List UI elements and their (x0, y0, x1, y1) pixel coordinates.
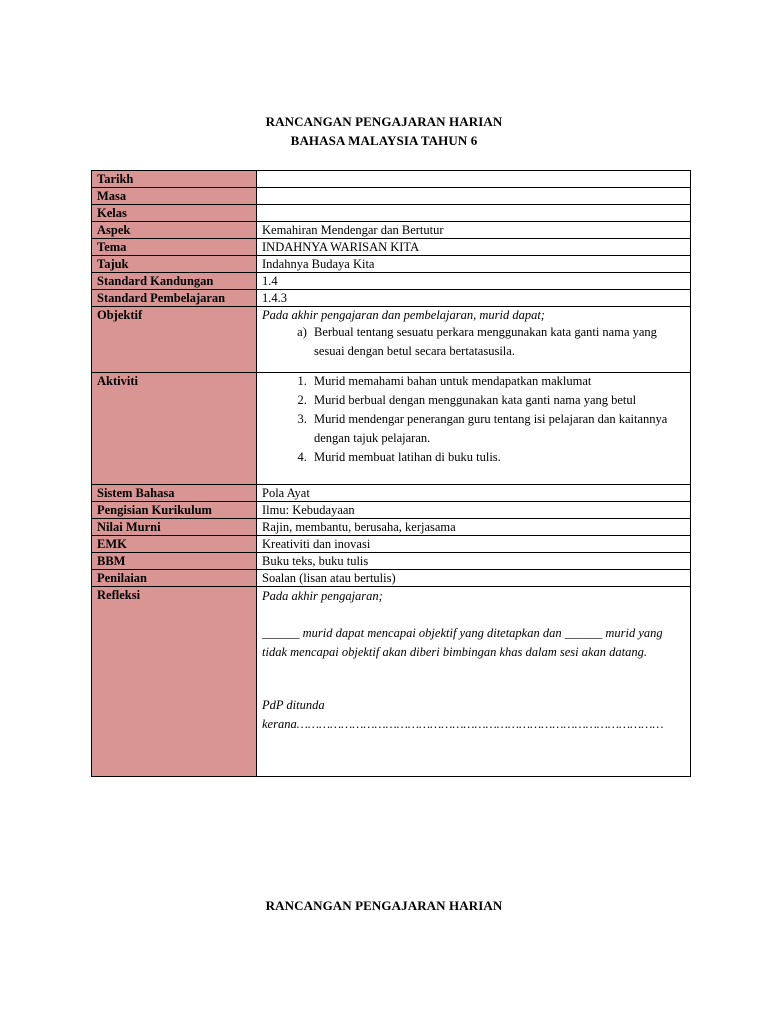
aktiviti-item: 3. Murid mendengar penerangan guru tentang isi pelajaran dan kaitannya dengan tajuk pelajaran. (310, 410, 685, 448)
row-bbm (92, 553, 691, 570)
value-masa[interactable] (257, 188, 691, 205)
row-nilai-murni (92, 519, 691, 536)
value-emk: Kreativiti dan inovasi (257, 536, 691, 553)
row-tema (92, 239, 691, 256)
document-subtitle: BAHASA MALAYSIA TAHUN 6 (290, 133, 478, 148)
refleksi-intro: Pada akhir pengajaran; (262, 589, 383, 603)
value-tajuk: Indahnya Budaya Kita (257, 256, 691, 273)
row-objektif (92, 307, 691, 373)
value-kelas[interactable] (257, 205, 691, 222)
objektif-item: a. Berbual tentang sesuatu perkara menggunakan kata ganti nama yang sesuai dengan betul secara bertatasusila. (310, 323, 685, 361)
label-tarikh: Tarikh (92, 171, 257, 188)
row-penilaian (92, 570, 691, 587)
value-sistem-bahasa: Pola Ayat (257, 485, 691, 502)
label-penilaian: Penilaian (92, 570, 257, 587)
value-tema: INDAHNYA WARISAN KITA (257, 239, 691, 256)
refleksi-pdp: PdP ditunda (262, 698, 325, 712)
label-sistem-bahasa: Sistem Bahasa (92, 485, 257, 502)
aktiviti-list (262, 372, 685, 467)
label-objektif: Objektif (92, 307, 257, 373)
aktiviti-item: 2. Murid berbual dengan menggunakan kata ganti nama yang betul (310, 391, 685, 410)
label-refleksi: Refleksi (92, 587, 257, 777)
row-standard-kandungan (92, 273, 691, 290)
label-pengisian-kurikulum: Pengisian Kurikulum (92, 502, 257, 519)
value-tarikh[interactable] (257, 171, 691, 188)
next-page-title: RANCANGAN PENGAJARAN HARIAN (265, 898, 503, 913)
row-tarikh (92, 171, 691, 188)
value-standard-pembelajaran: 1.4.3 (257, 290, 691, 307)
row-refleksi (92, 587, 691, 777)
row-pengisian-kurikulum (92, 502, 691, 519)
value-refleksi[interactable] (257, 587, 691, 777)
value-aspek: Kemahiran Mendengar dan Bertutur (257, 222, 691, 239)
value-aktiviti (257, 373, 691, 485)
row-tajuk (92, 256, 691, 273)
value-standard-kandungan: 1.4 (257, 273, 691, 290)
label-standard-pembelajaran: Standard Pembelajaran (92, 290, 257, 307)
label-tema: Tema (92, 239, 257, 256)
row-standard-pembelajaran (92, 290, 691, 307)
refleksi-body: ______ murid dapat mencapai objektif yang ditetapkan dan ______ murid yang tidak mencapai objektif akan diberi bimbingan khas dalam sesi akan datang. (262, 626, 663, 659)
objektif-intro: Pada akhir pengajaran dan pembelajaran, murid dapat; (262, 308, 545, 322)
row-sistem-bahasa (92, 485, 691, 502)
row-kelas (92, 205, 691, 222)
label-aktiviti: Aktiviti (92, 373, 257, 485)
label-aspek: Aspek (92, 222, 257, 239)
label-masa: Masa (92, 188, 257, 205)
label-standard-kandungan: Standard Kandungan (92, 273, 257, 290)
row-emk (92, 536, 691, 553)
lesson-plan-table (91, 170, 691, 777)
label-nilai-murni: Nilai Murni (92, 519, 257, 536)
row-aktiviti (92, 373, 691, 485)
label-bbm: BBM (92, 553, 257, 570)
document-title: RANCANGAN PENGAJARAN HARIAN (265, 114, 503, 129)
objektif-list (262, 323, 685, 361)
aktiviti-item: 1. Murid memahami bahan untuk mendapatkan maklumat (310, 372, 685, 391)
refleksi-kerana: kerana……………………………………………………………………………………… (262, 717, 664, 731)
value-pengisian-kurikulum: Ilmu: Kebudayaan (257, 502, 691, 519)
label-emk: EMK (92, 536, 257, 553)
value-objektif (257, 307, 691, 373)
label-kelas: Kelas (92, 205, 257, 222)
value-bbm: Buku teks, buku tulis (257, 553, 691, 570)
value-nilai-murni: Rajin, membantu, berusaha, kerjasama (257, 519, 691, 536)
row-aspek (92, 222, 691, 239)
aktiviti-item: 4. Murid membuat latihan di buku tulis. (310, 448, 685, 467)
label-tajuk: Tajuk (92, 256, 257, 273)
value-penilaian: Soalan (lisan atau bertulis) (257, 570, 691, 587)
row-masa (92, 188, 691, 205)
